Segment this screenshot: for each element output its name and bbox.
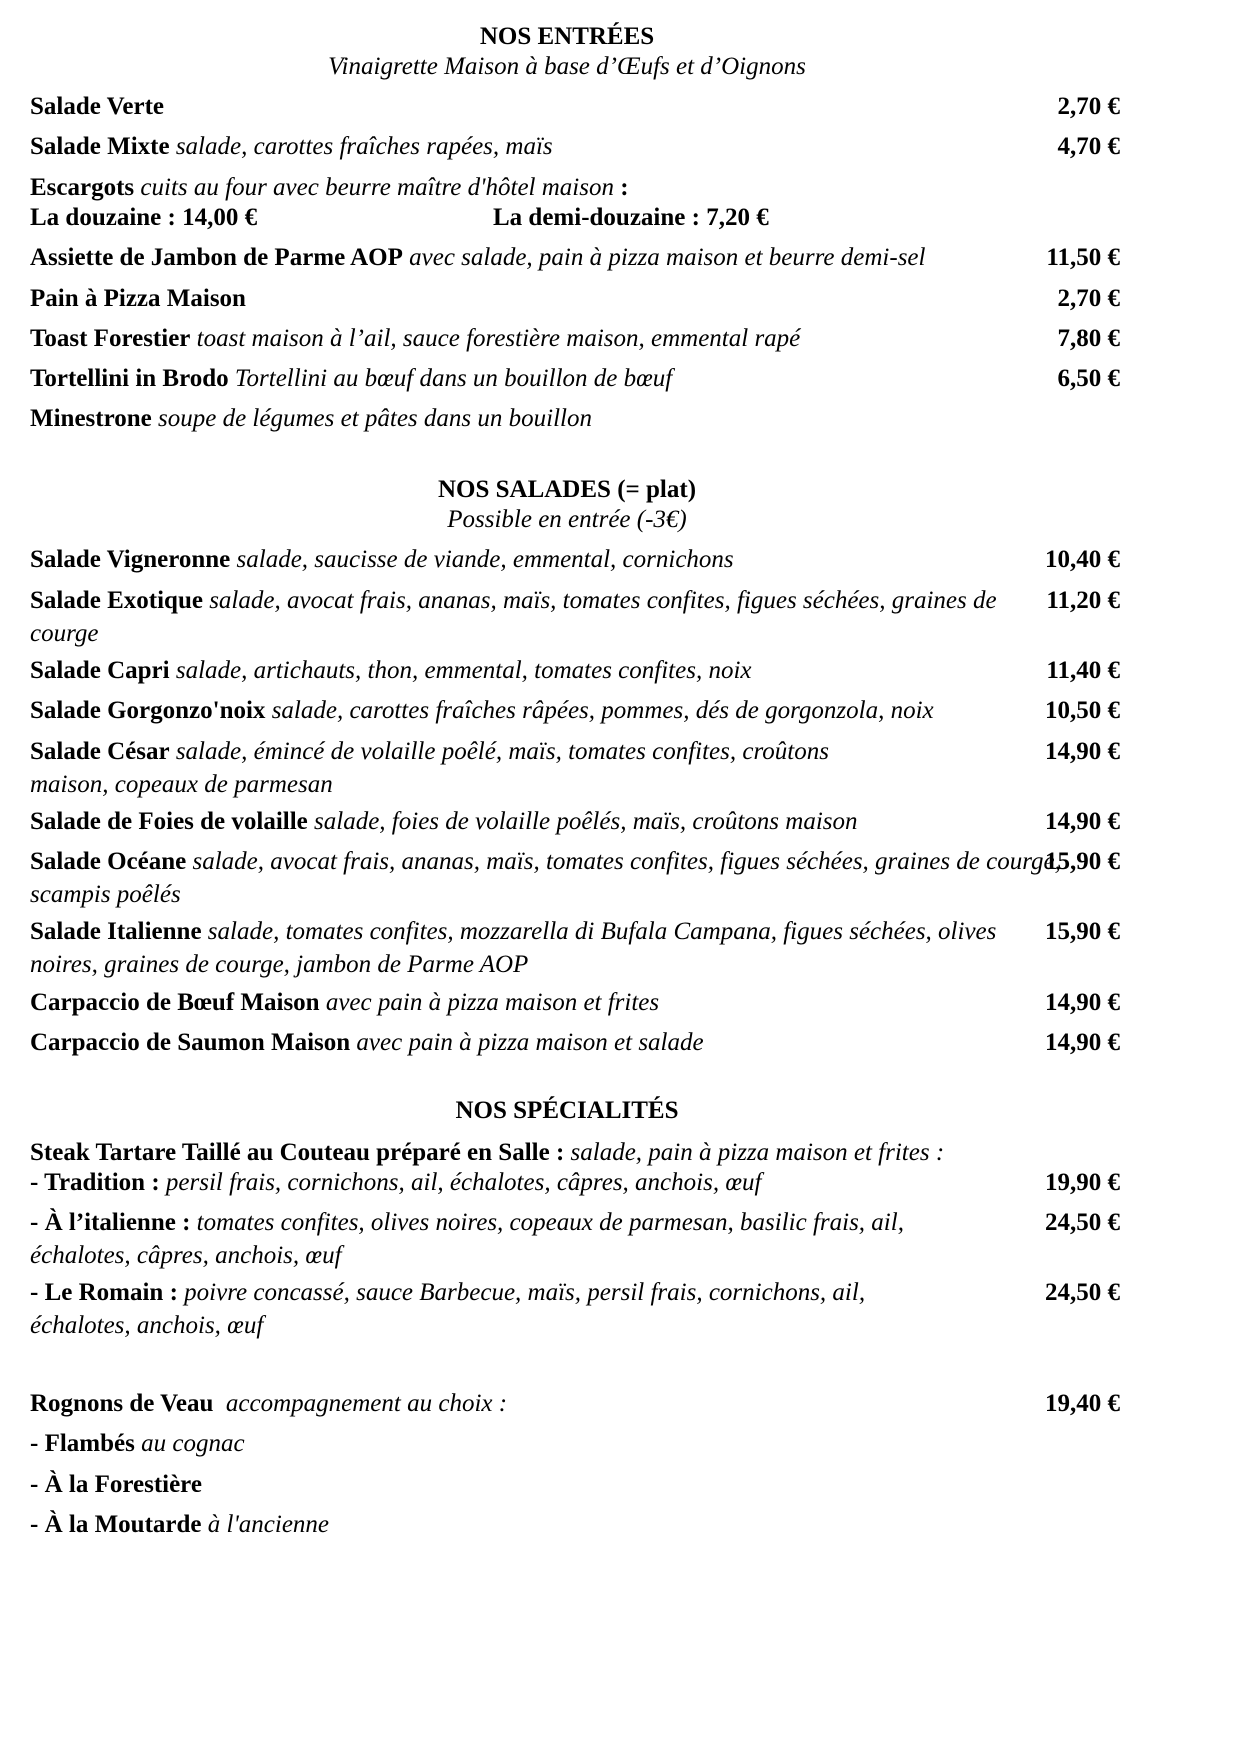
menu-item [30,362,1120,395]
item-description: salade, avocat frais, ananas, maïs, tomates confites, figues séchées, graines de courge, scampis poêlés [30,848,1061,908]
menu-item [30,1276,1120,1342]
item-description: poivre concassé, sauce Barbecue, maïs, persil frais, cornichons, ail, échalotes, anchois, œuf [30,1279,866,1339]
salades-subtitle: Possible en entrée (-3€) [447,506,687,533]
menu-item [30,845,1120,911]
item-description: salade, foies de volaille poêlés, maïs, croûtons maison [314,808,858,835]
menu-item [30,654,1120,687]
item-description: salade, saucisse de viande, emmental, cornichons [236,546,734,573]
item-price: 14,90 € [1045,738,1120,765]
menu-item [30,90,1120,123]
salades-title: NOS SALADES (= plat) [437,476,697,503]
item-price: 24,50 € [1045,1279,1120,1306]
item-name: Toast Forestier [30,325,191,352]
item-name: Salade Capri [30,657,170,684]
item-name: Carpaccio de Saumon Maison [30,1029,351,1056]
menu-item [30,584,1120,650]
item-name: Carpaccio de Bœuf Maison [30,989,320,1016]
specialites-title: NOS SPÉCIALITÉS [455,1097,679,1124]
item-price: 2,70 € [1057,93,1120,120]
item-price: 19,40 € [1045,1390,1120,1417]
menu-item [30,1427,1120,1460]
menu-item [30,805,1120,838]
item-name: Assiette de Jambon de Parme AOP [30,244,403,271]
item-description: salade, artichauts, thon, emmental, tomates confites, noix [175,657,752,684]
item-description: salade, avocat frais, ananas, maïs, tomates confites, figues séchées, graines de courge [30,587,997,647]
item-description: toast maison à l’ail, sauce forestière maison, emmental rapé [196,325,801,352]
item-name: Salade de Foies de volaille [30,808,308,835]
menu-item [30,1026,1120,1059]
menu-item [30,402,1120,435]
menu-item [30,171,1120,204]
item-price: 7,80 € [1057,325,1120,352]
item-name: Salade Gorgonzo'noix [30,697,266,724]
menu-item [30,1387,1120,1420]
menu-item [30,694,1120,727]
escargots-demi-douzaine: La demi-douzaine : 7,20 € [493,204,769,231]
item-name: Tortellini in Brodo [30,365,229,392]
menu-item [30,1166,1120,1199]
item-description: persil frais, cornichons, ail, échalotes, câpres, anchois, œuf [165,1169,762,1196]
item-price: 15,90 € [1045,848,1120,875]
item-name: - À l’italienne : [30,1209,191,1236]
menu-item [30,130,1120,163]
item-price: 2,70 € [1057,285,1120,312]
item-name: - À la Moutarde [30,1511,202,1538]
item-name: - Le Romain : [30,1279,178,1306]
item-price: 24,50 € [1045,1209,1120,1236]
item-price: 19,90 € [1045,1169,1120,1196]
item-description: salade, pain à pizza maison et frites : [570,1139,945,1166]
item-name: Salade César [30,738,170,765]
escargots-douzaine: La douzaine : 14,00 € [30,204,258,231]
item-description: avec salade, pain à pizza maison et beurre demi-sel [409,244,926,271]
menu-item [30,543,1120,576]
menu-item [30,282,1120,315]
item-price: 11,50 € [1046,244,1120,271]
item-name: Salade Mixte [30,133,170,160]
item-description: au cognac [141,1430,245,1457]
item-price: 4,70 € [1057,133,1120,160]
item-description: salade, carottes fraîches rapées, maïs [175,133,553,160]
menu-item [30,1468,1120,1501]
menu-item [30,322,1120,355]
item-description: avec pain à pizza maison et salade [356,1029,704,1056]
menu-item [30,241,1120,274]
item-suffix: : [613,174,629,201]
entrees-subtitle: Vinaigrette Maison à base d’Œufs et d’Oignons [328,53,806,80]
item-price: 11,20 € [1046,587,1120,614]
item-name: Salade Exotique [30,587,203,614]
menu-item [30,986,1120,1019]
item-price: 14,90 € [1045,989,1120,1016]
item-name: Minestrone [30,405,152,432]
item-name: - Tradition : [30,1169,160,1196]
item-price: 14,90 € [1045,1029,1120,1056]
item-description: tomates confites, olives noires, copeaux de parmesan, basilic frais, ail, échalotes, câpres, anchois, œuf [30,1209,904,1269]
item-description: accompagnement au choix : [225,1390,508,1417]
item-price: 6,50 € [1057,365,1120,392]
item-name: Salade Océane [30,848,187,875]
item-description: salade, tomates confites, mozzarella di Bufala Campana, figues séchées, olives noires, graines de courge, jambon de Parme AOP [30,918,997,978]
item-name: - Flambés [30,1430,135,1457]
item-name: Salade Vigneronne [30,546,231,573]
item-description: avec pain à pizza maison et frites [325,989,660,1016]
item-price: 10,50 € [1045,697,1120,724]
item-name: - À la Forestière [30,1471,202,1498]
item-description: salade, carottes fraîches râpées, pommes, dés de gorgonzola, noix [271,697,934,724]
tartare-heading [30,1136,1120,1169]
item-price: 15,90 € [1045,918,1120,945]
item-name: Pain à Pizza Maison [30,285,246,312]
item-name: Rognons de Veau [30,1390,214,1417]
item-description: salade, émincé de volaille poêlé, maïs, tomates confites, croûtons maison, copeaux de parmesan [30,738,829,798]
item-description: Tortellini au bœuf dans un bouillon de bœuf [234,365,673,392]
item-description: à l'ancienne [207,1511,330,1538]
item-name: Salade Verte [30,93,165,120]
menu-item [30,735,1120,801]
item-description: cuits au four avec beurre maître d'hôtel maison [140,174,614,201]
menu-item [30,1206,1120,1272]
item-price: 10,40 € [1045,546,1120,573]
item-name: Escargots [30,174,135,201]
item-description: soupe de légumes et pâtes dans un bouillon [158,405,592,432]
menu-item [30,1508,1120,1541]
menu-item [30,915,1120,981]
item-price: 11,40 € [1046,657,1120,684]
entrees-title: NOS ENTRÉES [479,23,655,50]
item-price: 14,90 € [1045,808,1120,835]
item-name: Salade Italienne [30,918,202,945]
item-name: Steak Tartare Taillé au Couteau préparé en Salle : [30,1139,565,1166]
